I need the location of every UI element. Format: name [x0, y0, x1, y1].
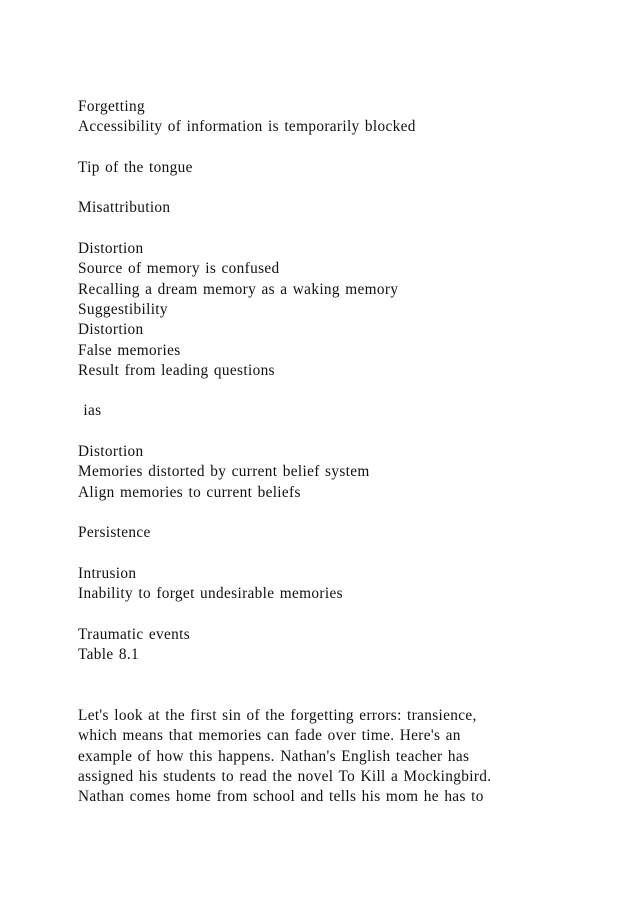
table-line-distortion: Distortion	[78, 443, 144, 461]
table-line-blank	[78, 178, 598, 198]
table-line-blank	[78, 138, 598, 158]
table-line-blank	[78, 422, 598, 442]
table-line-false-memories: False memories	[78, 341, 181, 359]
body-paragraph	[78, 706, 598, 807]
paragraph-line: Let's look at the first sin of the forgetting errors: transience,	[78, 706, 477, 724]
table-line-persistence: Persistence	[78, 524, 151, 542]
table-section	[78, 97, 598, 665]
table-line-align-beliefs: Align memories to current beliefs	[78, 483, 301, 501]
document-body	[78, 97, 598, 807]
table-line-source-confused: Source of memory is confused	[78, 260, 280, 278]
section-spacer	[78, 665, 598, 706]
table-line-misattribution: Misattribution	[78, 199, 171, 217]
table-line-tip-of-tongue: Tip of the tongue	[78, 158, 193, 176]
table-line-intrusion: Intrusion	[78, 564, 137, 582]
paragraph-line: Nathan comes home from school and tells his mom he has to	[78, 788, 484, 806]
table-line-blank	[78, 503, 598, 523]
paragraph-line: which means that memories can fade over time. Here's an	[78, 727, 461, 745]
table-line-leading-questions: Result from leading questions	[78, 361, 275, 379]
table-line-inability-forget: Inability to forget undesirable memories	[78, 585, 343, 603]
table-line-suggestibility: Suggestibility	[78, 300, 168, 318]
paragraph-line: example of how this happens. Nathan's English teacher has	[78, 747, 470, 765]
paragraph-line: assigned his students to read the novel To Kill a Mockingbird.	[78, 767, 492, 785]
table-line-accessibility: Accessibility of information is temporarily blocked	[78, 118, 416, 136]
table-line-distortion: Distortion	[78, 321, 144, 339]
table-line-dream-memory: Recalling a dream memory as a waking memory	[78, 280, 399, 298]
table-line-bias: ias	[78, 402, 102, 420]
table-line-distortion: Distortion	[78, 240, 144, 258]
table-line-traumatic-events: Traumatic events	[78, 625, 191, 643]
table-line-belief-system: Memories distorted by current belief system	[78, 463, 370, 481]
table-line-blank	[78, 219, 598, 239]
table-line-blank	[78, 544, 598, 564]
table-line-forgetting: Forgetting	[78, 98, 145, 115]
table-line-blank	[78, 381, 598, 401]
table-caption: Table 8.1	[78, 646, 140, 664]
table-line-blank	[78, 604, 598, 624]
